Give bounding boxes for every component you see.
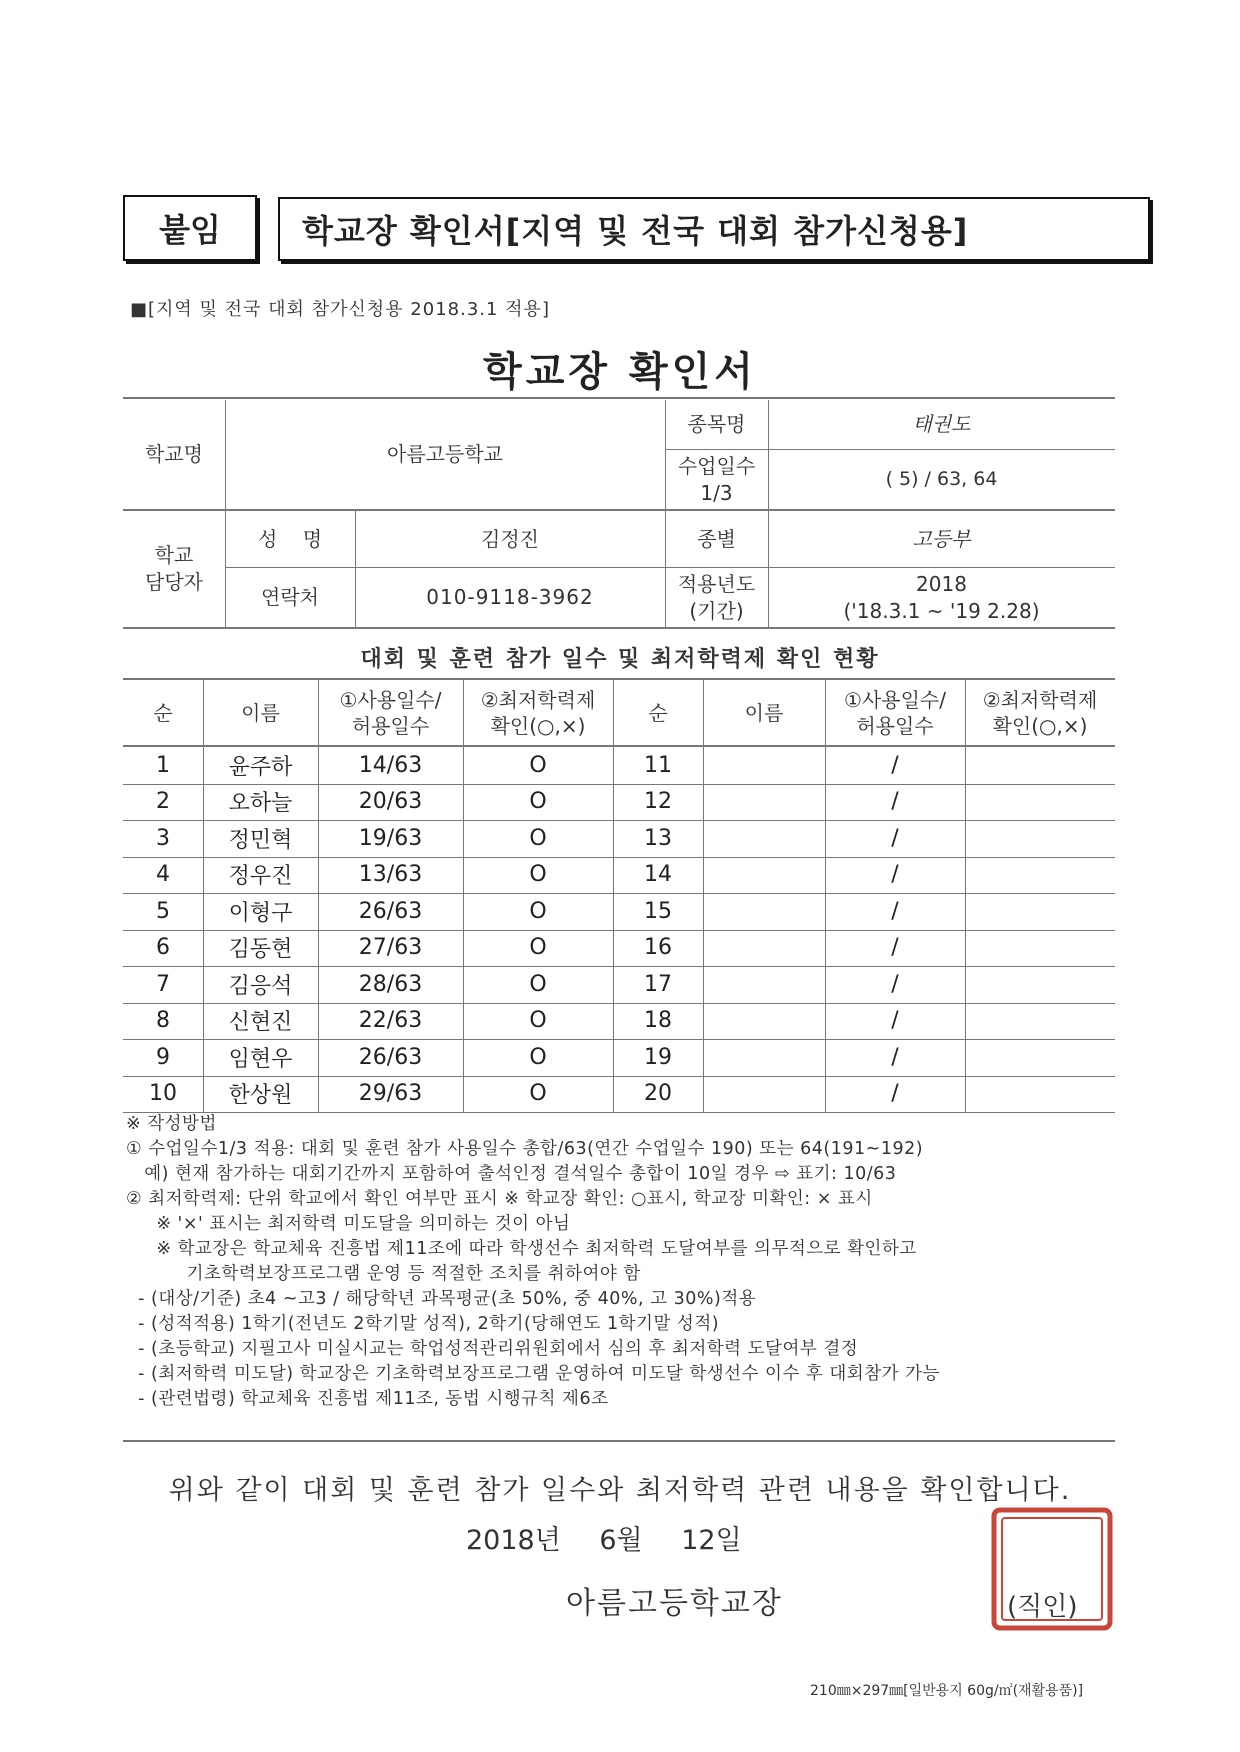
header-check-2 — [965, 680, 1115, 745]
cell-days2: / — [891, 1008, 899, 1034]
cell-days2: / — [891, 789, 899, 815]
cell-days: 28/63 — [358, 971, 423, 997]
seal-label: (직인) — [1007, 1592, 1078, 1622]
applicability-note: ■[지역 및 전국 대회 참가신청용 2018.3.1 적용] — [130, 299, 550, 320]
cell-days: 26/63 — [358, 1044, 423, 1070]
cell-name: 이형구 — [228, 900, 293, 926]
cell-check: O — [529, 789, 547, 815]
cell-name: 신현진 — [228, 1010, 293, 1036]
cell-check2 — [965, 1003, 1115, 1040]
signature-date: 2018년 6월 12일 — [466, 1525, 742, 1556]
contact-value: 010-9118-3962 — [426, 585, 594, 609]
cell-days: 13/63 — [358, 862, 423, 888]
principal-title: 아름고등학교장 — [566, 1586, 783, 1621]
header-check-line1: ②최저학력제 — [480, 687, 596, 712]
cell-days: 20/63 — [358, 789, 423, 815]
cell-no: 6 — [156, 935, 170, 961]
instruction-line: - (최저학력 미도달) 학교장은 기초학력보장프로그램 운영하여 미도달 학생선수 이수 후 대회참가 가능 — [126, 1364, 940, 1384]
year-value-line2: ('18.3.1 ~ '19 2.28) — [843, 598, 1040, 623]
cell-days2: / — [891, 898, 899, 924]
cell-days2: / — [891, 825, 899, 851]
cell-name: 정우진 — [228, 864, 293, 890]
cell-check: O — [529, 825, 547, 851]
cell-days2: / — [891, 1081, 899, 1107]
cell-check2 — [965, 820, 1115, 857]
cell-check2 — [965, 1076, 1115, 1113]
header-days-line2: 허용일수 — [351, 713, 430, 738]
cell-days: 29/63 — [358, 1081, 423, 1107]
cell-name: 윤주하 — [228, 754, 293, 780]
confirmation-statement: 위와 같이 대회 및 훈련 참가 일수와 최저학력 관련 내용을 확인합니다. — [168, 1475, 1072, 1506]
cell-name: 한상원 — [228, 1083, 293, 1109]
cell-no2: 18 — [644, 1008, 672, 1034]
header-days-line1: ①사용일수/ — [339, 687, 442, 712]
header-check — [463, 680, 613, 745]
header-title: 학교장 확인서[지역 및 전국 대회 참가신청용] — [278, 197, 1150, 261]
instruction-line: ※ '×' 표시는 최저학력 미도달을 의미하는 것이 아님 — [126, 1214, 571, 1234]
header-name-2: 이름 — [744, 700, 784, 725]
event-value: 태권도 — [912, 412, 971, 436]
cell-check2 — [965, 1039, 1115, 1076]
cell-name: 정민혁 — [228, 827, 293, 853]
cell-check: O — [529, 1081, 547, 1107]
name-label: 성 명 — [257, 526, 323, 551]
cell-check: O — [529, 752, 547, 778]
cell-no2: 14 — [644, 862, 672, 888]
division-label: 종별 — [697, 526, 736, 551]
cell-days: 27/63 — [358, 935, 423, 961]
staff-label-line2: 담당자 — [145, 570, 203, 594]
cell-name2 — [703, 966, 825, 1003]
cell-no2: 16 — [644, 935, 672, 961]
document-title: 학교장 확인서 — [483, 349, 757, 395]
year-label-line1: 적용년도 — [677, 571, 756, 596]
cell-no: 3 — [156, 825, 170, 851]
instruction-line: - (관련법령) 학교체육 진흥법 제11조, 동법 시행규칙 제6조 — [126, 1389, 609, 1409]
paper-spec: 210㎜×297㎜[일반용지 60g/㎡(재활용품)] — [810, 1683, 1084, 1699]
staff-label-line1: 학교 — [154, 543, 194, 567]
staff-name: 김정진 — [481, 526, 539, 551]
cell-no2: 12 — [644, 789, 672, 815]
instruction-line: ② 최저학력제: 단위 학교에서 확인 여부만 표시 ※ 학교장 확인: ○표시, 학교장 미확인: × 표시 — [126, 1189, 873, 1209]
cell-name: 오하늘 — [228, 791, 293, 817]
header-no-2: 순 — [648, 700, 668, 725]
cell-days2: / — [891, 935, 899, 961]
instruction-line: - (성적적용) 1학기(전년도 2학기말 성적), 2학기(당해연도 1학기말 성적) — [126, 1314, 720, 1334]
cell-no2: 19 — [644, 1044, 672, 1070]
instruction-line: - (대상/기준) 초4 ~고3 / 해당학년 과목평균(초 50%, 중 40%, 고 30%)적용 — [126, 1289, 757, 1309]
cell-check2 — [965, 857, 1115, 894]
division-value: 고등부 — [912, 526, 971, 551]
cell-check: O — [529, 862, 547, 888]
cell-check: O — [529, 935, 547, 961]
school-days-label-line2: 1/3 — [700, 480, 733, 505]
instruction-line: ※ 작성방법 — [126, 1114, 217, 1134]
cell-check: O — [529, 898, 547, 924]
attachment-label: 붙임 — [123, 195, 257, 261]
cell-check2 — [965, 930, 1115, 967]
school-days-label — [665, 450, 768, 509]
header-days-2 — [825, 680, 965, 745]
event-label: 종목명 — [687, 412, 746, 436]
school-name: 아름고등학교 — [387, 442, 503, 466]
cell-no: 10 — [149, 1081, 177, 1107]
header-check-line2: 확인(○,×) — [490, 713, 586, 738]
cell-check: O — [529, 1008, 547, 1034]
school-name-label: 학교명 — [145, 442, 203, 466]
cell-name: 임현우 — [228, 1046, 293, 1072]
cell-name2 — [703, 893, 825, 930]
cell-days: 19/63 — [358, 825, 423, 851]
cell-no: 9 — [156, 1044, 170, 1070]
cell-days2: / — [891, 862, 899, 888]
cell-check: O — [529, 971, 547, 997]
cell-no: 8 — [156, 1008, 170, 1034]
cell-days2: / — [891, 752, 899, 778]
cell-no: 5 — [156, 898, 170, 924]
instruction-line: 예) 현재 참가하는 대회기간까지 포함하여 출석인정 결석일수 총합이 10일 경우 ⇨ 표기: 10/63 — [126, 1164, 897, 1184]
cell-check2 — [965, 893, 1115, 930]
cell-no: 4 — [156, 862, 170, 888]
header-days-2-line2: 허용일수 — [856, 713, 934, 738]
cell-name: 김동현 — [228, 937, 293, 963]
cell-name2 — [703, 1039, 825, 1076]
cell-no2: 17 — [644, 971, 672, 997]
cell-no: 7 — [156, 971, 170, 997]
cell-name: 김응석 — [228, 973, 293, 999]
header-name: 이름 — [241, 700, 280, 725]
writing-instructions — [126, 1112, 1126, 1412]
cell-name2 — [703, 747, 825, 784]
cell-name2 — [703, 784, 825, 821]
cell-name2 — [703, 820, 825, 857]
cell-no2: 13 — [644, 825, 672, 851]
staff-label — [123, 511, 225, 627]
school-days-label-line1: 수업일수 — [677, 453, 756, 478]
instruction-line: 기초학력보장프로그램 운영 등 적절한 조치를 취하여야 함 — [126, 1264, 641, 1284]
cell-no2: 11 — [644, 752, 672, 778]
instruction-line: - (초등학교) 지필고사 미실시교는 학업성적관리위원회에서 심의 후 최저학력 도달여부 결정 — [126, 1339, 859, 1359]
cell-no: 1 — [156, 752, 170, 778]
cell-check2 — [965, 966, 1115, 1003]
year-label — [665, 568, 768, 627]
cell-days2: / — [891, 971, 899, 997]
cell-days: 22/63 — [358, 1008, 423, 1034]
cell-days: 14/63 — [358, 752, 423, 778]
cell-days: 26/63 — [358, 898, 423, 924]
year-value — [768, 568, 1115, 627]
cell-name2 — [703, 1076, 825, 1113]
header-days — [318, 680, 463, 745]
header-days-2-line1: ①사용일수/ — [844, 687, 946, 712]
cell-check: O — [529, 1044, 547, 1070]
cell-name2 — [703, 1003, 825, 1040]
header-check-2-line2: 확인(○,×) — [992, 713, 1088, 738]
cell-name2 — [703, 930, 825, 967]
header-no: 순 — [153, 700, 173, 725]
year-value-line1: 2018 — [916, 571, 967, 596]
cell-days2: / — [891, 1044, 899, 1070]
cell-check2 — [965, 784, 1115, 821]
header-check-2-line1: ②최저학력제 — [982, 687, 1098, 712]
cell-no2: 15 — [644, 898, 672, 924]
cell-check2 — [965, 747, 1115, 784]
cell-no2: 20 — [644, 1081, 672, 1107]
instruction-line: ※ 학교장은 학교체육 진흥법 제11조에 따라 학생선수 최저학력 도달여부를 의무적으로 확인하고 — [126, 1239, 917, 1259]
roster-title: 대회 및 훈련 참가 일수 및 최저학력제 확인 현황 — [360, 647, 880, 672]
instruction-line: ① 수업일수1/3 적용: 대회 및 훈련 참가 사용일수 총합/63(연간 수업일수 190) 또는 64(191~192) — [126, 1139, 924, 1159]
contact-label: 연락처 — [261, 585, 319, 609]
cell-no: 2 — [156, 789, 170, 815]
cell-name2 — [703, 857, 825, 894]
year-label-line2: (기간) — [689, 598, 744, 623]
notes-divider — [123, 1440, 1115, 1442]
school-days-value: ( 5) / 63, 64 — [885, 467, 998, 490]
